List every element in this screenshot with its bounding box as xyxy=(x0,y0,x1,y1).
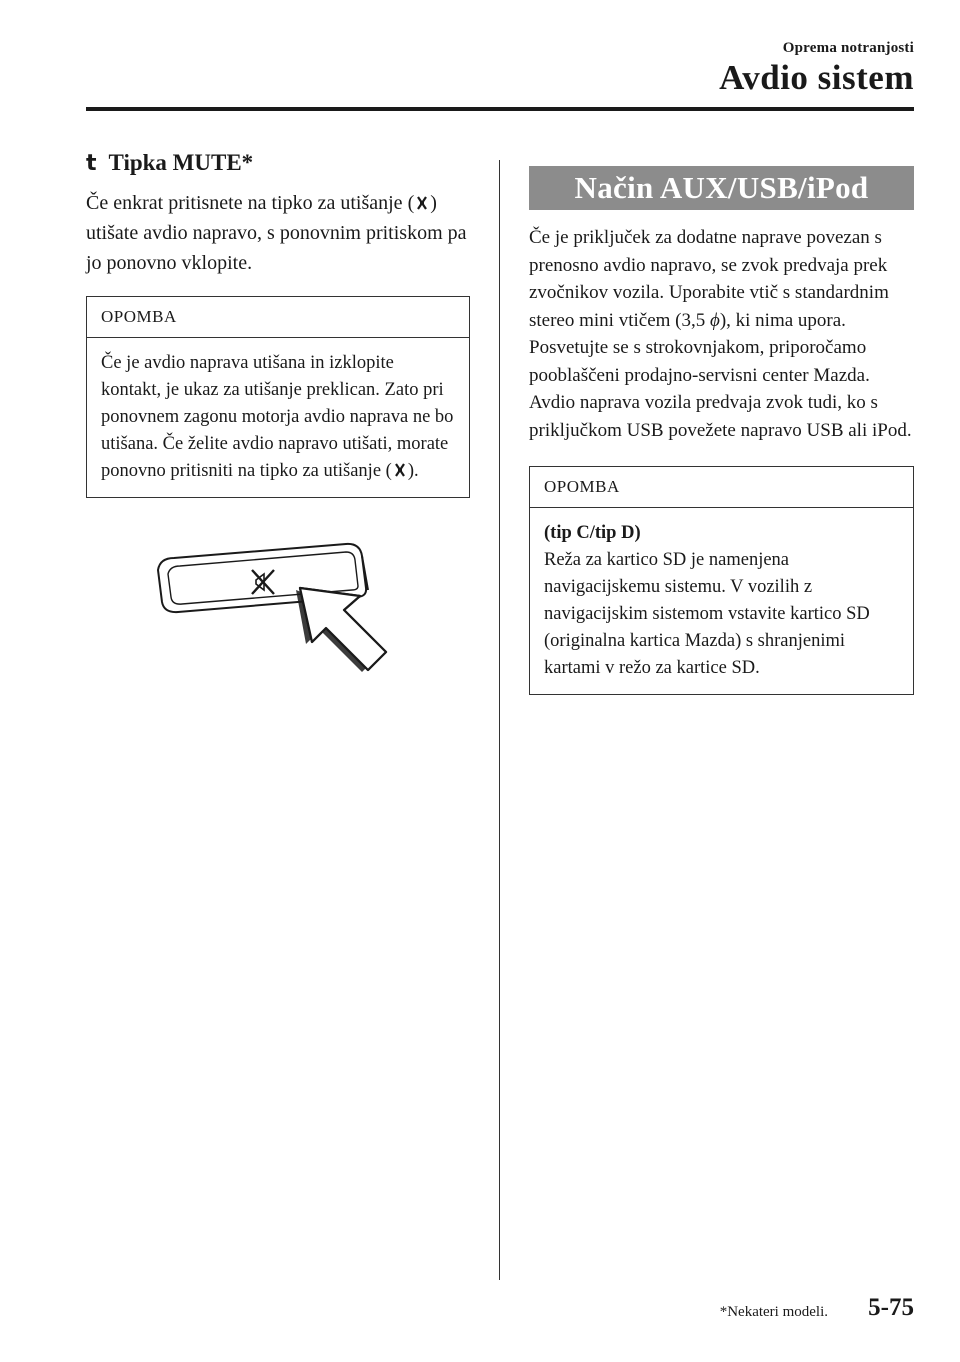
page-number: 5-75 xyxy=(868,1294,914,1321)
aux-description xyxy=(529,224,914,389)
note-title: OPOMBA xyxy=(87,297,469,338)
footnote: *Nekateri modeli. xyxy=(719,1304,828,1320)
mute-speaker-icon xyxy=(392,462,408,478)
phi-symbol: ϕ xyxy=(709,309,720,331)
mute-heading xyxy=(86,150,470,176)
mute-desc-part2: ) utišate avdio napravo, s ponovnim pritiskom pa jo ponovno vklopite. xyxy=(86,192,467,274)
usb-description: Avdio naprava vozila predvaja zvok tudi, ko s priključkom USB povežete napravo USB ali iPod. xyxy=(529,392,912,441)
mute-button-illustration xyxy=(150,530,390,680)
press-arrow-icon xyxy=(296,588,386,672)
section-title: Avdio sistem xyxy=(719,58,914,97)
note-box-right xyxy=(529,466,914,695)
note-body xyxy=(87,338,469,497)
column-divider xyxy=(499,160,500,1280)
chapter-title: Oprema notranjosti xyxy=(782,40,914,56)
aux-desc-part2: ), ki nima upora. Posvetujte se s strokovnjakom, priporočamo pooblaščeni prodajno-servisni center Mazda. xyxy=(529,309,870,386)
right-column xyxy=(529,166,914,695)
note-body-part2: ). xyxy=(407,461,419,481)
note-body-part1: Če je avdio naprava utišana in izklopite kontakt, je ukaz za utišanje preklican. Zato pri ponovnem zagonu motorja avdio naprava ne bo utišana. Če želite avdio napravo utišati, morate ponovno pritisniti na tipko za utišanje ( xyxy=(101,353,454,481)
aux-desc-part1: Če je priključek za dodatne naprave povezan s prenosno avdio napravo, se zvok predvaja prek zvočnikov vozila. Uporabite vtič s standardnim stereo mini vtičem (3,5 xyxy=(529,227,889,331)
mute-desc-part1: Če enkrat pritisnete na tipko za utišanje ( xyxy=(86,192,415,214)
heading-bullet: t xyxy=(86,151,97,176)
note-body xyxy=(530,508,913,694)
note-box-left xyxy=(86,296,470,498)
header-rule xyxy=(86,107,914,111)
left-column xyxy=(86,150,470,498)
note-text: Reža za kartico SD je namenjena navigacijskemu sistemu. V vozilih z navigacijskim sistemom vstavite kartico SD (originalna kartica Mazda) s shranjenimi kartami v režo za kartice SD. xyxy=(544,550,870,678)
aux-usb-ipod-banner: Način AUX/USB/iPod xyxy=(529,166,914,210)
mute-speaker-icon xyxy=(414,195,430,211)
mute-description xyxy=(86,188,470,278)
note-title: OPOMBA xyxy=(530,467,913,508)
note-subtitle: (tip C/tip D) xyxy=(544,523,641,543)
heading-text: Tipka MUTE* xyxy=(108,150,254,175)
